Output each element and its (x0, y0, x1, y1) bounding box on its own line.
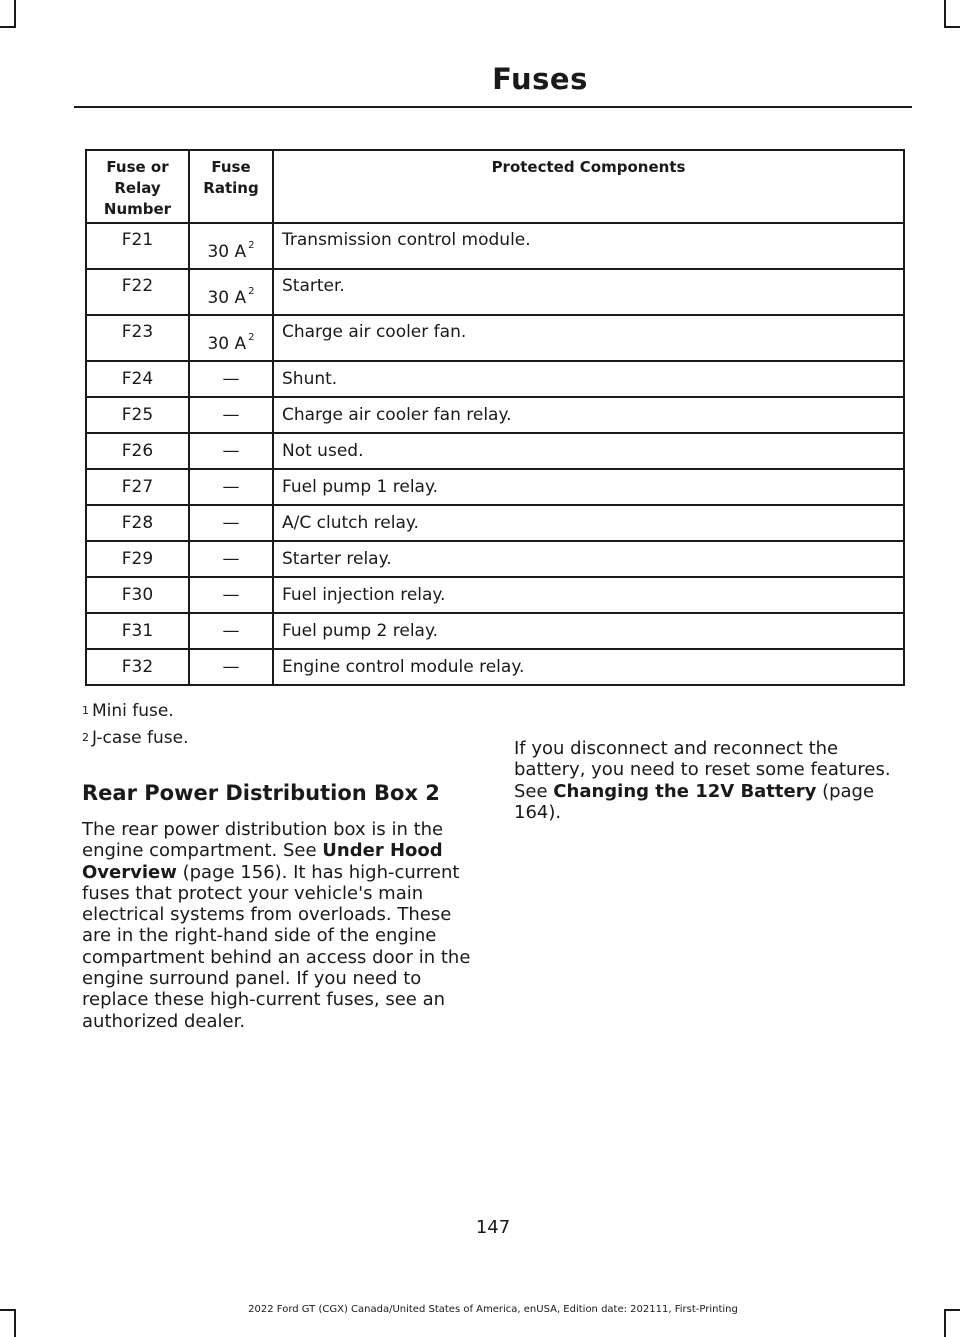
fuse-number: F24 (86, 361, 189, 397)
paragraph-text: If you disconnect and reconnect the battery, you need to reset some features. See (514, 738, 891, 802)
fuse-number: F29 (86, 541, 189, 577)
paragraph-text: (page 164). (514, 780, 875, 823)
rating-value: 30 A (207, 334, 247, 354)
fuse-rating: — (189, 577, 273, 613)
crop-mark (0, 26, 16, 28)
rating-value: 30 A (207, 288, 247, 308)
fuse-number: F21 (86, 223, 189, 269)
page-number: 147 (475, 1217, 511, 1238)
rating-footnote-ref: 2 (248, 286, 255, 297)
fuse-rating: — (189, 649, 273, 685)
cross-reference-link[interactable]: Changing the 12V Battery (553, 780, 817, 802)
footnote (82, 698, 189, 725)
fuse-rating: — (189, 433, 273, 469)
fuse-number: F25 (86, 397, 189, 433)
page-title: Fuses (492, 62, 588, 96)
protected-component: Starter. (273, 269, 904, 315)
paragraph-text: The rear power distribution box is in the engine compartment. See (82, 819, 444, 862)
title-divider (74, 106, 912, 108)
section-heading: Rear Power Distribution Box 2 (82, 781, 440, 805)
protected-component: Transmission control module. (273, 223, 904, 269)
fuse-rating: — (189, 397, 273, 433)
rating-footnote-ref: 2 (248, 332, 255, 343)
column-header-number: Fuse or Relay Number (86, 150, 189, 223)
fuse-rating: — (189, 361, 273, 397)
paragraph-text: (page 156). It has high-current fuses that protect your vehicle's main electrical systems from overloads. These are in the right-hand side of the engine compartment behind an access door in the engine surround panel. If you need to replace these high-current fuses, see an authorized dealer. (82, 861, 471, 1032)
crop-mark (944, 0, 946, 28)
fuse-rating: — (189, 613, 273, 649)
table-row (86, 649, 904, 685)
table-row (86, 613, 904, 649)
table-row (86, 541, 904, 577)
table-row (86, 433, 904, 469)
table-row (86, 269, 904, 315)
fuse-number: F23 (86, 315, 189, 361)
fuse-rating (189, 269, 273, 315)
crop-mark (14, 0, 16, 28)
fuse-rating (189, 315, 273, 361)
protected-component: Charge air cooler fan. (273, 315, 904, 361)
fuse-number: F30 (86, 577, 189, 613)
fuse-rating: — (189, 469, 273, 505)
fuse-rating (189, 223, 273, 269)
protected-component: A/C clutch relay. (273, 505, 904, 541)
rating-value: 30 A (207, 242, 247, 262)
crop-mark (944, 26, 960, 28)
fuse-number: F31 (86, 613, 189, 649)
table-row (86, 505, 904, 541)
section-paragraph-right (514, 738, 914, 823)
footnote-mark: 2 (82, 731, 89, 744)
footnote-mark: 1 (82, 704, 89, 717)
protected-component: Fuel injection relay. (273, 577, 904, 613)
protected-component: Not used. (273, 433, 904, 469)
fuse-table (85, 149, 905, 686)
protected-component: Shunt. (273, 361, 904, 397)
column-header-components: Protected Components (273, 150, 904, 223)
fuse-number: F22 (86, 269, 189, 315)
table-row (86, 315, 904, 361)
rating-footnote-ref: 2 (248, 240, 255, 251)
fuse-rating: — (189, 505, 273, 541)
table-row (86, 361, 904, 397)
table-footnotes (82, 698, 189, 752)
footnote (82, 725, 189, 752)
protected-component: Fuel pump 2 relay. (273, 613, 904, 649)
footnote-text: J-case fuse. (92, 728, 189, 748)
protected-component: Fuel pump 1 relay. (273, 469, 904, 505)
cross-reference-link[interactable]: Under Hood Overview (82, 840, 443, 883)
footnote-text: Mini fuse. (92, 701, 174, 721)
section-paragraph-left (82, 819, 478, 1032)
table-row (86, 469, 904, 505)
protected-component: Engine control module relay. (273, 649, 904, 685)
fuse-number: F27 (86, 469, 189, 505)
protected-component: Charge air cooler fan relay. (273, 397, 904, 433)
edition-footer: 2022 Ford GT (CGX) Canada/United States of America, enUSA, Edition date: 202111, First-Printing (248, 1304, 738, 1315)
protected-component: Starter relay. (273, 541, 904, 577)
fuse-number: F26 (86, 433, 189, 469)
fuse-number: F32 (86, 649, 189, 685)
fuse-number: F28 (86, 505, 189, 541)
fuse-rating: — (189, 541, 273, 577)
table-header-row (86, 150, 904, 223)
table-row (86, 223, 904, 269)
table-row (86, 577, 904, 613)
table-row (86, 397, 904, 433)
column-header-rating: Fuse Rating (189, 150, 273, 223)
